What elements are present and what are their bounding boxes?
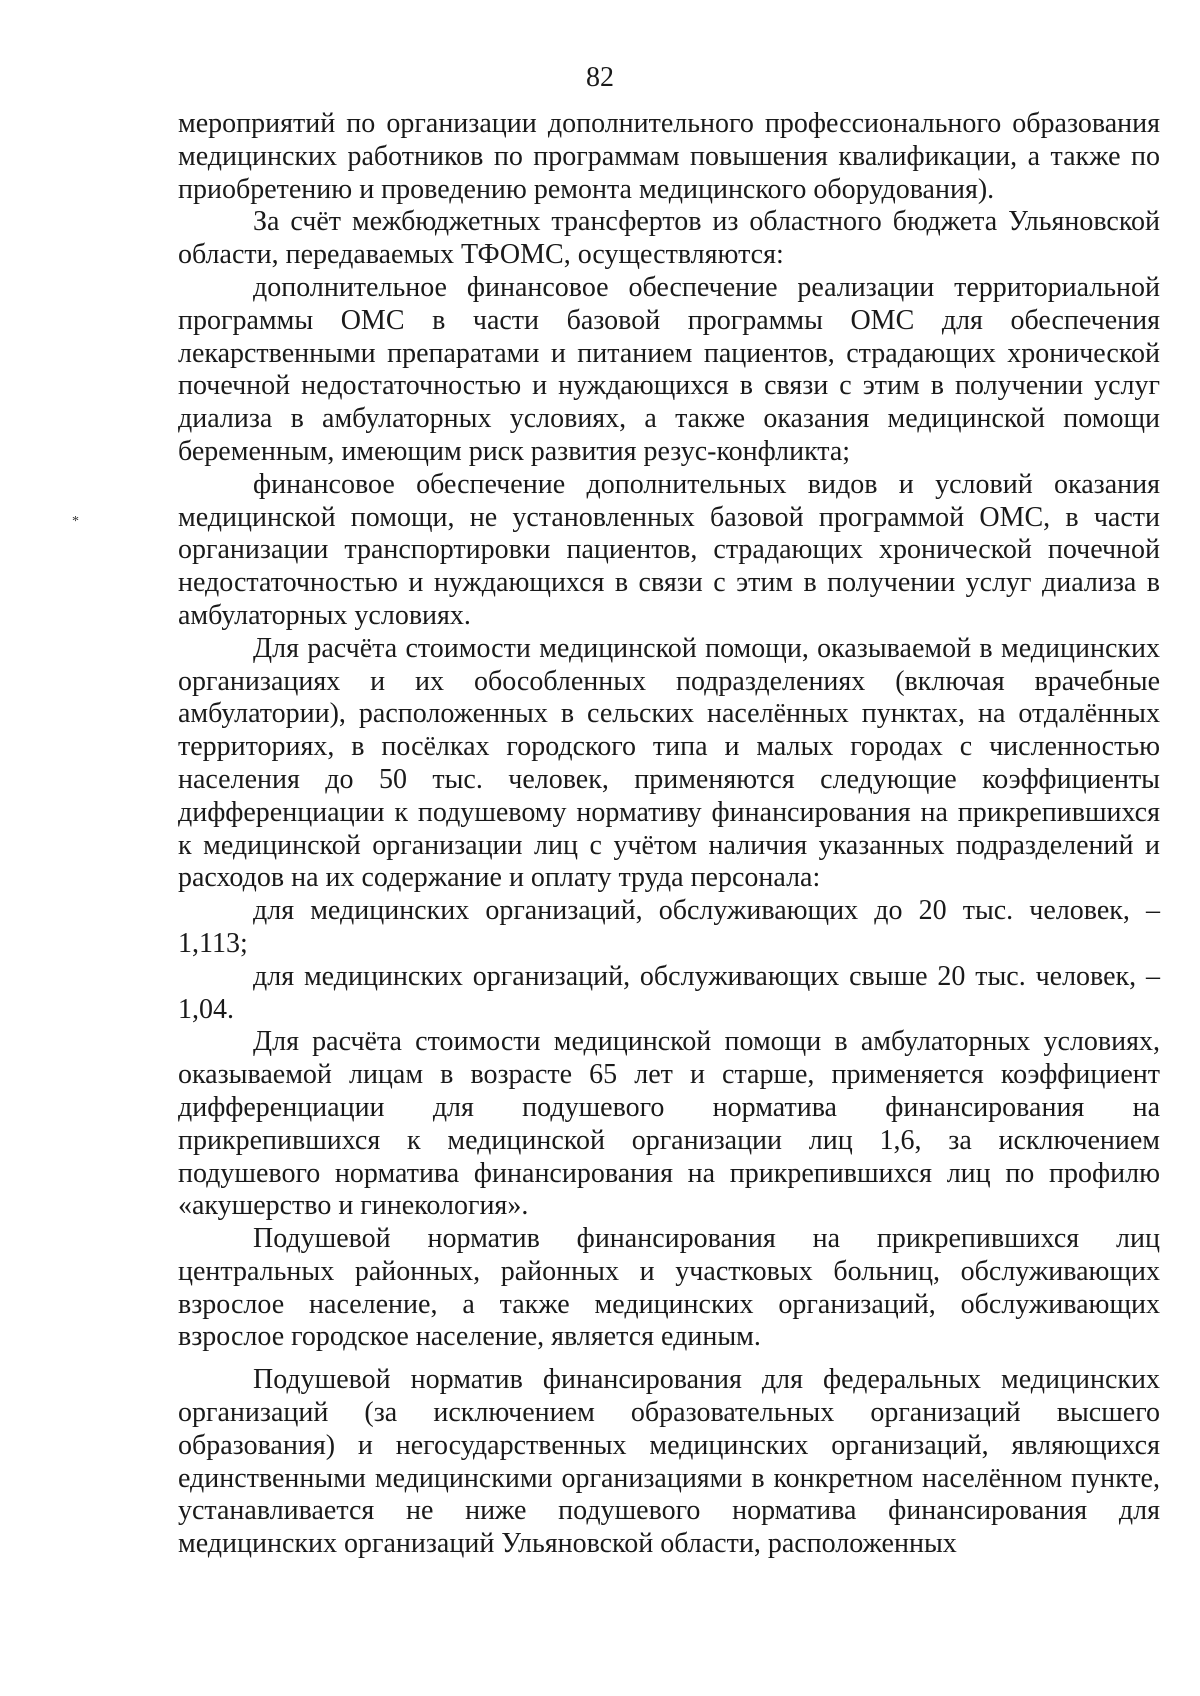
paragraph-transfers-intro: За счёт межбюджетных трансфертов из областного бюджета Ульяновской области, передаваемых ТФОМС, осуществляются: [178,206,1160,271]
paragraph-transport-financing: финансовое обеспечение дополнительных видов и условий оказания медицинской помощи, не установленных базовой программой ОМС, в части организации транспортировки пациентов, страдающих хронической почечной недостаточностью и нуждающихся в связи с этим в получении услуг диализа в амбулаторных условиях. [178,468,1160,631]
paragraph-federal-norm: Подушевой норматив финансирования для федеральных медицинских организаций (за исключением образовательных организаций высшего образования) и негосударственных медицинских организаций, являющихся единственными медицинскими организациями в конкретном населённом пункте, устанавливается не ниже подушевого норматива финансирования для медицинских организаций Ульяновской области, расположенных [178,1364,1160,1560]
paragraph-rural-coefficients: Для расчёта стоимости медицинской помощи, оказываемой в медицинских организациях и их обособленных подразделениях (включая врачебные амбулатории), расположенных в сельских населённых пунктах, на отдалённых территориях, в посёлках городского типа и малых городах с численностью населения до 50 тыс. человек, применяются следующие коэффициенты дифференциации к подушевому нормативу финансирования на прикрепившихся к медицинской организации лиц с учётом наличия указанных подразделений и расходов на их содержание и оплату труда персонала: [178,632,1160,894]
paragraph-coefficient-up-to-20k: для медицинских организаций, обслуживающих до 20 тыс. человек, – 1,113; [178,895,1160,959]
margin-mark: * [72,514,79,529]
paragraph-coefficient-over-20k: для медицинских организаций, обслуживающих свыше 20 тыс. человек, – 1,04. [178,960,1160,1025]
paragraph-elderly-coefficient: Для расчёта стоимости медицинской помощи в амбулаторных условиях, оказываемой лицам в возрасте 65 лет и старше, применяется коэффициент дифференциации для подушевого норматива финансирования на прикрепившихся к медицинской организации лиц 1,6, за исключением подушевого норматива финансирования на прикрепившихся лиц по профилю «акушерство и гинекология». [178,1026,1160,1222]
paragraph-additional-financing: дополнительное финансовое обеспечение реализации территориальной программы ОМС в части базовой программы ОМС для обеспечения лекарственными препаратами и питанием пациентов, страдающих хронической почечной недостаточностью и нуждающихся в связи с этим в получении услуг диализа в амбулаторных условиях, а также оказания медицинской помощи беременным, имеющим риск развития резус-конфликта; [178,271,1160,467]
paragraph-continuation: мероприятий по организации дополнительного профессионального образования медицинских работников по программам повышения квалификации, а также по приобретению и проведению ремонта медицинского оборудования). [178,108,1160,205]
document-body [178,108,1160,1561]
page-number: 82 [586,62,614,93]
paragraph-unified-norm: Подушевой норматив финансирования на прикрепившихся лиц центральных районных, районных и участковых больниц, обслуживающих взрослое население, а также медицинских организаций, обслуживающих взрослое городское население, является единым. [178,1223,1160,1353]
